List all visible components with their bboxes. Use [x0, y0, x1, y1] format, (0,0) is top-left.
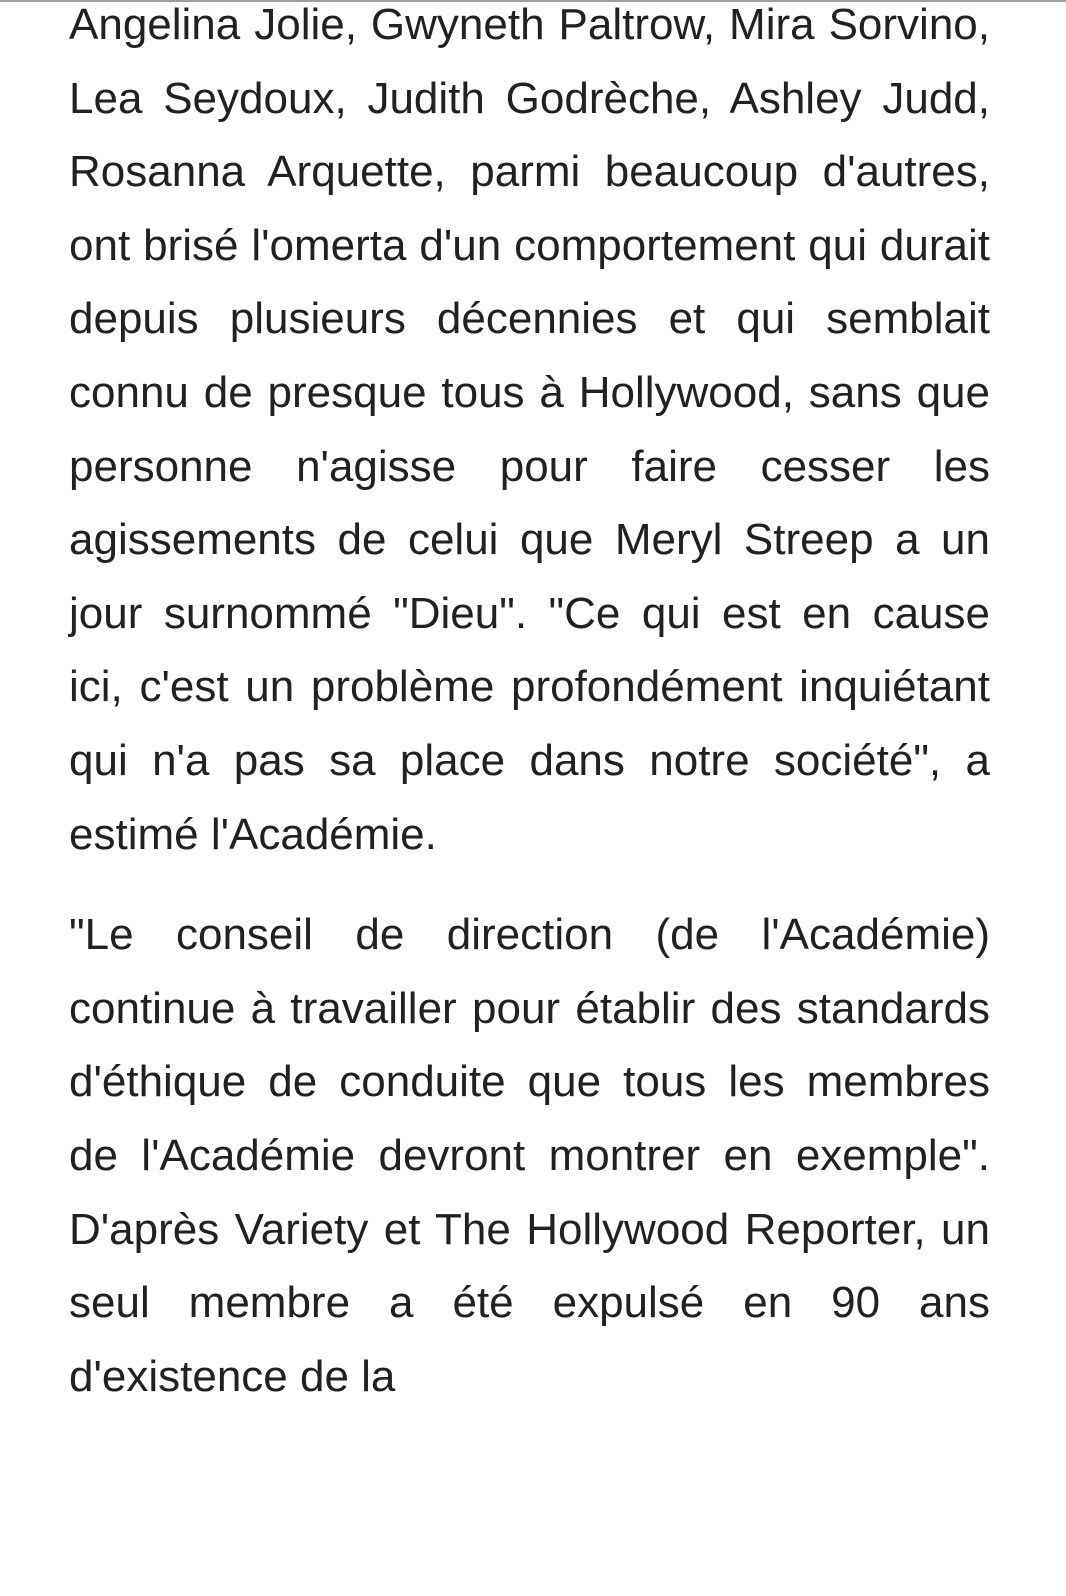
article-body: [69, 0, 990, 1413]
article-paragraph-1: Angelina Jolie, Gwyneth Paltrow, Mira Sorvino, Lea Seydoux, Judith Godrèche, Ashley Judd, Rosanna Arquette, parmi beaucoup d'autres, ont brisé l'omerta d'un comportement qui durait depuis plusieurs décennies et qui semblait connu de presque tous à Hollywood, sans que personne n'agisse pour faire cesser les agissements de celui que Meryl Streep a un jour surnommé "Dieu". "Ce qui est en cause ici, c'est un problème profondément inquiétant qui n'a pas sa place dans notre société", a estimé l'Académie.: [69, 0, 990, 859]
article-paragraph-2: "Le conseil de direction (de l'Académie) continue à travailler pour établir des standards d'éthique de conduite que tous les membres de l'Académie devront montrer en exemple". D'après Variety et The Hollywood Reporter, un seul membre a été expulsé en 90 ans d'existence de la: [69, 910, 990, 1401]
